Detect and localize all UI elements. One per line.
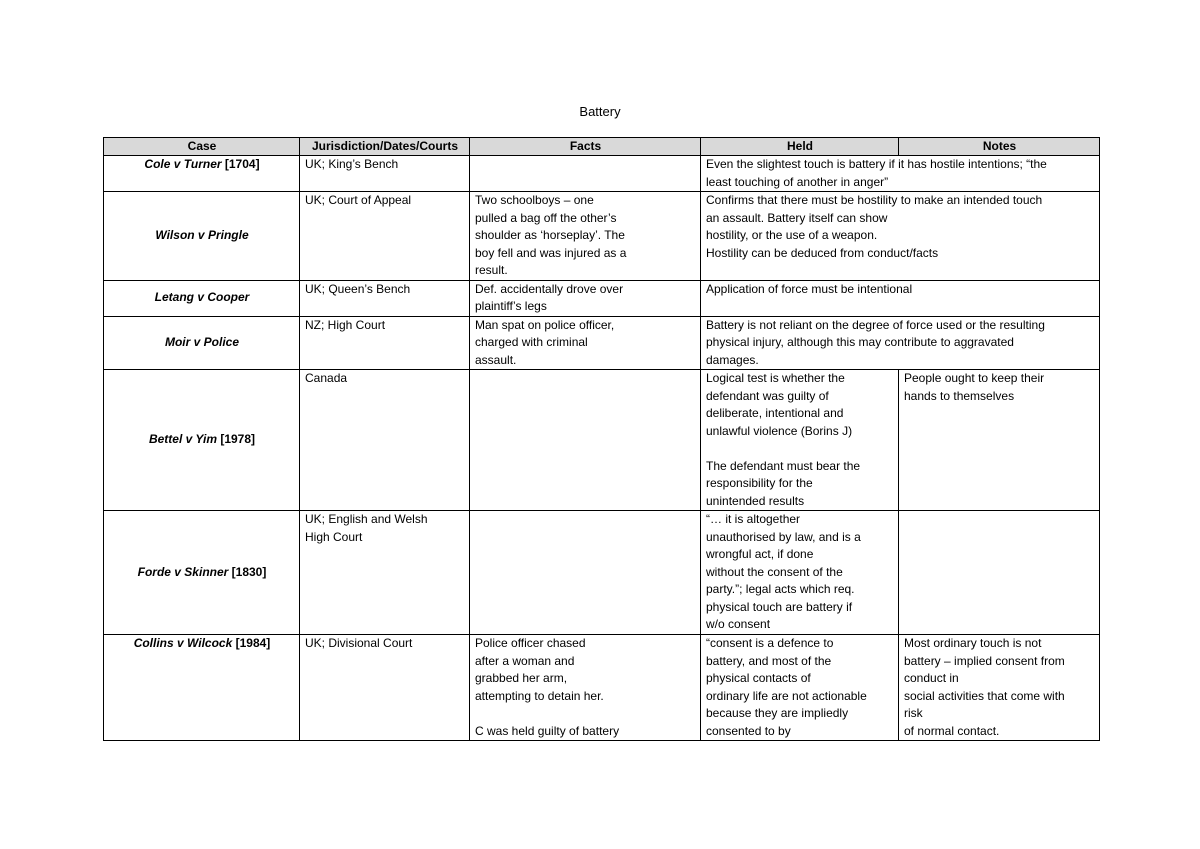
facts-cell [470,156,701,192]
text-line [475,705,696,723]
jurisdiction-cell [300,156,470,192]
text-line: “consent is a defence to [706,636,834,650]
text-line: conduct in [904,671,959,685]
text-line [706,440,894,458]
text-line: C was held guilty of battery [475,723,620,738]
text-line: UK; Queen’s Bench [305,281,411,296]
facts-cell [470,192,701,281]
facts-cell [470,635,701,741]
text-line: deliberate, intentional and [706,406,844,420]
held-cell [701,316,1100,370]
text-line: grabbed her arm, [475,671,568,685]
text-line: Hostility can be deduced from conduct/facts [706,245,939,260]
held-cell [701,511,899,635]
text-line: unintended results [706,493,805,508]
jurisdiction-cell [300,370,470,511]
text-line: High Court [305,529,363,544]
jurisdiction-cell [300,280,470,316]
text-line: because they are impliedly [706,706,849,720]
text-line: risk [904,706,923,720]
case-year: [1984] [232,636,271,650]
text-line: boy fell and was injured as a [475,245,627,260]
header-case: Case [104,138,300,156]
table-row [104,316,1100,370]
text-line: battery, and most of the [706,653,832,668]
text-line: hostility, or the use of a weapon. [706,228,878,242]
text-line: unlawful violence (Borins J) [706,423,853,438]
text-line: assault. [475,352,517,367]
case-cell [104,280,300,316]
case-cell [104,316,300,370]
facts-cell [470,316,701,370]
facts-cell [470,370,701,511]
text-line: damages. [706,352,759,367]
case-name: Wilson v Pringle [155,228,249,242]
held-cell [701,156,1100,192]
table-row [104,156,1100,192]
facts-cell [470,511,701,635]
case-name: Bettel v Yim [148,432,217,447]
text-line: defendant was guilty of [706,388,829,403]
battery-cases-table [103,137,1100,741]
header-jurisdiction: Jurisdiction/Dates/Courts [300,138,470,156]
notes-cell [899,635,1100,741]
text-line: responsibility for the [706,476,813,490]
text-line: Canada [305,371,348,385]
notes-cell [899,511,1100,635]
text-line: The defendant must bear the [706,458,861,473]
jurisdiction-cell [300,316,470,370]
text-line: plaintiff’s legs [475,299,547,313]
text-line: party.”; legal acts which req. [706,582,855,596]
text-line: Logical test is whether the [706,371,845,385]
text-line: attempting to detain her. [475,688,604,703]
text-line: Confirms that there must be hostility to make an intended touch [706,193,1043,207]
text-line: charged with criminal [475,335,588,349]
case-name: Collins v Wilcock [133,636,233,650]
text-line: UK; English and Welsh [305,512,428,526]
case-name: Letang v Cooper [154,290,250,305]
text-line: Def. accidentally drove over [475,281,624,296]
facts-cell [470,280,701,316]
jurisdiction-cell [300,192,470,281]
case-cell [104,156,300,192]
document-title: Battery [579,104,621,119]
text-line: “… it is altogether [706,512,801,526]
text-line: after a woman and [475,653,575,668]
text-line: least touching of another in anger” [706,174,889,189]
case-cell [104,192,300,281]
table-header-row [104,138,1100,156]
text-line: w/o consent [706,617,771,631]
text-line: unauthorised by law, and is a [706,529,861,544]
table-row [104,511,1100,635]
text-line: Police officer chased [475,636,586,650]
table-row [104,192,1100,281]
text-line: physical touch are battery if [706,599,853,614]
table-row [104,635,1100,741]
header-facts: Facts [470,138,701,156]
held-cell [701,370,899,511]
case-year: [1704] [221,157,260,171]
case-year: [1830] [228,564,267,579]
case-cell [104,635,300,741]
case-year: [1978] [217,432,256,447]
table-body [104,156,1100,741]
text-line: Two schoolboys – one [475,193,594,207]
text-line: ordinary life are not actionable [706,688,867,703]
table-row [104,370,1100,511]
text-line: physical contacts of [706,671,811,685]
notes-cell [899,370,1100,511]
text-line: UK; Divisional Court [305,636,413,650]
text-line: Even the slightest touch is battery if it has hostile intentions; “the [706,157,1047,171]
text-line: NZ; High Court [305,317,386,332]
text-line: without the consent of the [706,564,843,579]
text-line: an assault. Battery itself can show [706,210,888,225]
text-line: Battery is not reliant on the degree of force used or the resulting [706,317,1045,332]
text-line: Application of force must be intentional [706,281,913,296]
text-line: People ought to keep their [904,371,1045,385]
text-line: social activities that come with [904,688,1065,703]
held-cell [701,635,899,741]
case-name: Cole v Turner [144,157,222,171]
text-line: UK; Court of Appeal [305,193,412,207]
held-cell [701,192,1100,281]
text-line: battery – implied consent from [904,653,1065,668]
case-cell [104,511,300,635]
text-line: of normal contact. [904,723,1000,738]
header-held: Held [701,138,899,156]
case-cell [104,370,300,511]
text-line: hands to themselves [904,388,1015,403]
jurisdiction-cell [300,511,470,635]
held-cell [701,280,1100,316]
text-line: wrongful act, if done [706,547,814,561]
text-line: Most ordinary touch is not [904,636,1042,650]
text-line: Man spat on police officer, [475,317,615,332]
table-row [104,280,1100,316]
header-notes: Notes [899,138,1100,156]
text-line: physical injury, although this may contribute to aggravated [706,335,1014,349]
text-line: shoulder as ‘horseplay’. The [475,228,625,242]
text-line: pulled a bag off the other’s [475,210,617,225]
text-line: UK; King’s Bench [305,157,399,171]
case-name: Moir v Police [164,335,240,349]
text-line: consented to by [706,723,791,738]
case-name: Forde v Skinner [137,564,229,579]
jurisdiction-cell [300,635,470,741]
text-line: result. [475,263,508,277]
